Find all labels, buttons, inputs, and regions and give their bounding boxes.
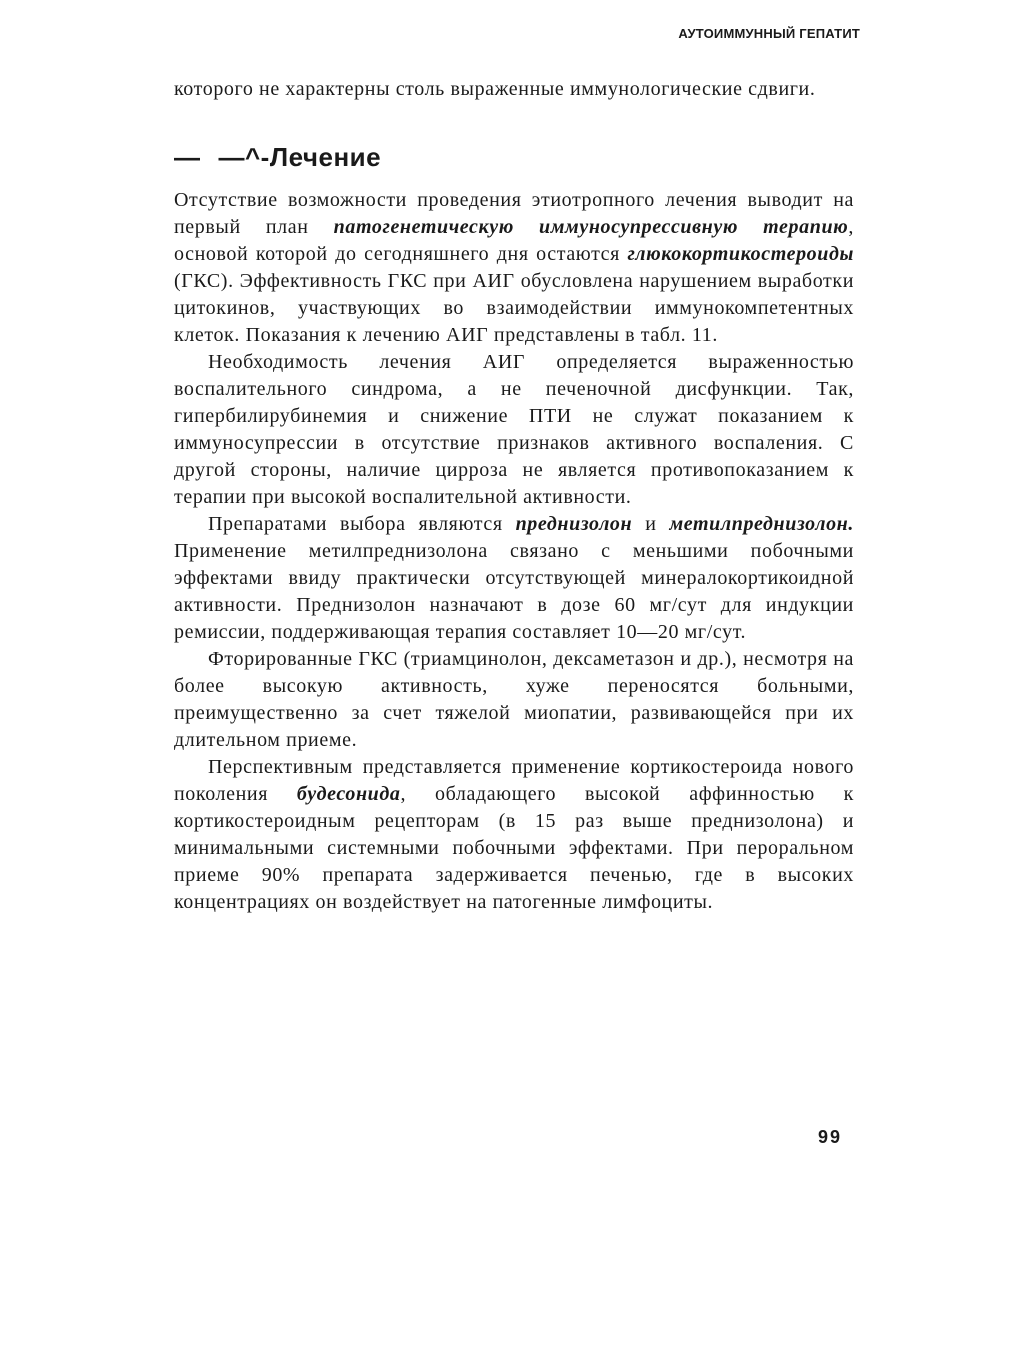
text-run: Применение метилпреднизолона связано с меньшими побочными эффектами ввиду практически отсутствующей минералокортикоидной активности. Преднизолон назначают в дозе 60 мг/сут для индукции ремиссии, поддерживающая терапия составляет 10—20 мг/сут. [174,540,854,643]
emphasis-term: метилпреднизолон. [669,513,854,535]
emphasis-term: глюкокортикостероиды [627,243,854,265]
intro-paragraph: которого не характерны столь выраженные иммунологические сдвиги. [174,78,816,100]
paragraph-4: Фторированные ГКС (триамцинолон, дексаметазон и др.), несмотря на более высокую активность, хуже переносятся больными, преимущественно за счет тяжелой миопатии, развивающейся при их длительном приеме. [174,648,854,751]
text-run: , обладающего высокой аффинностью к кортикостероидным рецепторам (в 15 раз выше преднизолона) и минимальными системными побочными эффектами. При пероральном приеме 90% препарата задерживается печенью, где в высоких концентрациях он воздействует на патогенные лимфоциты. [174,783,854,913]
emphasis-term: будесонида [296,783,401,805]
text-run: , основой которой до сегодняшнего дня остаются [174,216,854,265]
page-body [174,76,854,916]
section-title: —^-Лечение [218,142,382,172]
text-run: и [632,513,670,535]
paragraph-2: Необходимость лечения АИГ определяется выраженностью воспалительного синдрома, а не печеночной дисфункции. Так, гипербилирубинемия и снижение ПТИ не служат показанием к иммуносупрессии в отсутствие признаков активного воспаления. С другой стороны, наличие цирроза не является противопоказанием к терапии при высокой воспалительной активности. [174,351,854,508]
text-run: Препаратами выбора являются [208,513,516,535]
text-run: Перспективным представляется применение кортикостероида нового поколения [174,756,854,805]
running-head: АУТОИММУННЫЙ ГЕПАТИТ [678,26,860,41]
text-run: (ГКС). Эффективность ГКС при АИГ обусловлена нарушением выработки цитокинов, участвующих во взаимодействии иммунокомпетентных клеток. Показания к лечению АИГ представлены в табл. 11. [174,270,854,346]
heading-dash: — [174,142,201,172]
text-run: Отсутствие возможности проведения этиотропного лечения выводит на первый план [174,189,854,238]
emphasis-term: патогенетическую иммуносупрессивную терапию [333,216,849,238]
emphasis-term: преднизолон [515,513,633,535]
paragraph-3 [174,511,854,646]
paragraph-1 [174,187,854,349]
paragraph-5 [174,754,854,916]
page-number: 99 [818,1127,843,1147]
section-heading [174,140,854,174]
